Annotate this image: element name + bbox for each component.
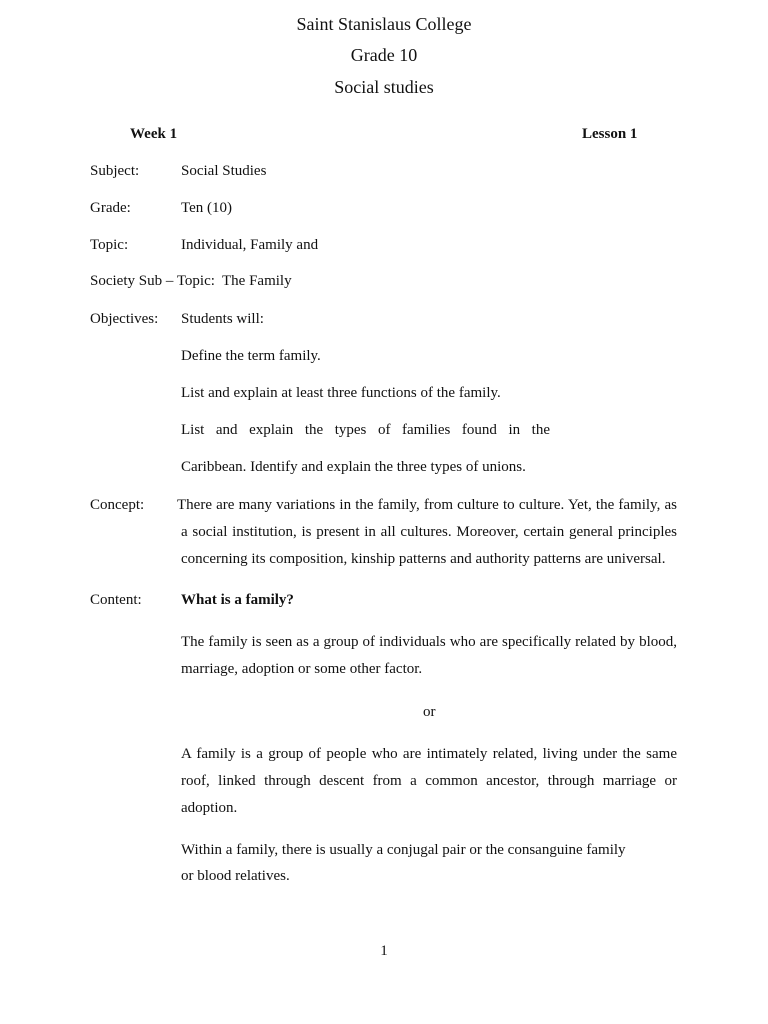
objective-item: List and explain the types of families found in the bbox=[181, 422, 550, 438]
concept-line: concerning its composition, kinship patterns and authority patterns are universal. bbox=[181, 551, 666, 567]
subtopic-label: Society Sub – Topic: bbox=[90, 273, 215, 289]
grade-value: Ten (10) bbox=[181, 200, 233, 216]
school-name: Saint Stanislaus College bbox=[296, 14, 472, 34]
definition-line: marriage, adoption or some other factor. bbox=[181, 661, 423, 677]
definition-line: roof, linked through descent from a common ancestor, through marriage or bbox=[181, 773, 677, 789]
concept-line: a social institution, is present in all cultures. Moreover, certain general principles bbox=[181, 524, 677, 540]
definition-line: The family is seen as a group of individuals who are specifically related by blood, bbox=[181, 634, 677, 650]
page-number: 1 bbox=[380, 943, 388, 959]
or-separator: or bbox=[423, 704, 436, 720]
definition-line: A family is a group of people who are intimately related, living under the same bbox=[181, 746, 677, 762]
objectives-intro: Students will: bbox=[181, 311, 264, 327]
objective-item: Define the term family. bbox=[181, 348, 321, 364]
subtopic-value: The Family bbox=[222, 273, 292, 289]
content-heading: What is a family? bbox=[181, 592, 294, 608]
topic-label: Topic: bbox=[90, 237, 129, 253]
paragraph-line: or blood relatives. bbox=[181, 868, 290, 884]
definition-line: adoption. bbox=[181, 800, 238, 816]
objectives-label: Objectives: bbox=[90, 311, 159, 327]
week-label: Week 1 bbox=[130, 126, 178, 142]
grade-label: Grade: bbox=[90, 200, 131, 216]
paragraph-line: Within a family, there is usually a conjugal pair or the consanguine family bbox=[181, 842, 626, 858]
concept-label: Concept: bbox=[90, 497, 145, 513]
content-label: Content: bbox=[90, 592, 142, 608]
objective-item: Caribbean. Identify and explain the three types of unions. bbox=[181, 459, 526, 475]
grade-heading: Grade 10 bbox=[350, 45, 418, 65]
concept-line: There are many variations in the family, from culture to culture. Yet, the family, as bbox=[177, 497, 677, 513]
topic-value: Individual, Family and bbox=[181, 237, 319, 253]
lesson-label: Lesson 1 bbox=[582, 126, 638, 142]
subject-label: Subject: bbox=[90, 163, 140, 179]
subject-heading: Social studies bbox=[334, 77, 434, 97]
objective-item: List and explain at least three functions of the family. bbox=[181, 385, 501, 401]
subject-value: Social Studies bbox=[181, 163, 267, 179]
